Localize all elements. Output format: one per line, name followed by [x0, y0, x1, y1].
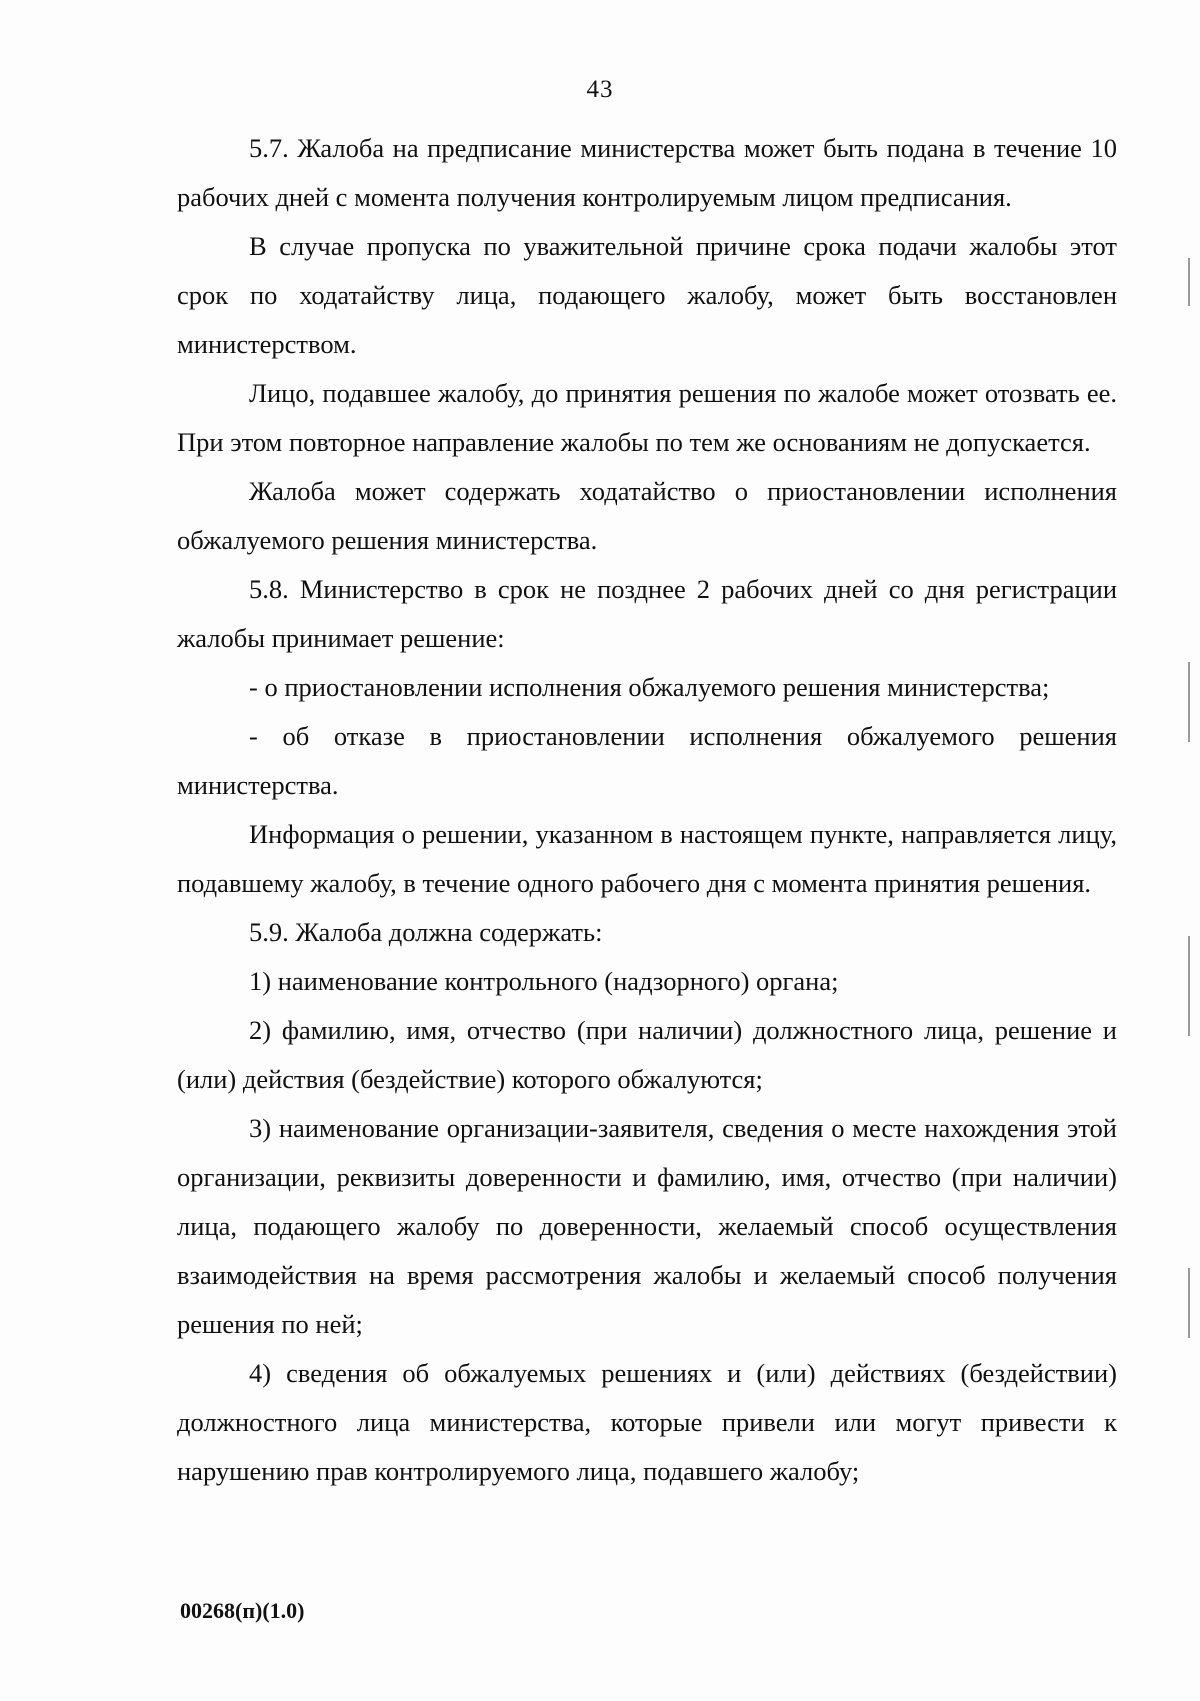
list-item-2: 2) фамилию, имя, отчество (при наличии) должностного лица, решение и (или) действия (бездействие) которого обжалуются; — [177, 1015, 1117, 1094]
list-item-4: 4) сведения об обжалуемых решениях и (или) действиях (бездействии) должностного лица министерства, которые привели или могут привести к нарушению прав контролируемого лица, подавшего жалобу; — [177, 1358, 1117, 1486]
scan-artifact — [1188, 662, 1190, 742]
list-item-1: 1) наименование контрольного (надзорного) органа; — [249, 966, 839, 996]
paragraph-notification: Информация о решении, указанном в настоящем пункте, направляется лицу, подавшему жалобу, в течение одного рабочего дня с момента принятия решения. — [177, 819, 1117, 898]
scan-artifact — [1188, 936, 1190, 1036]
document-code: 00268(п)(1.0) — [180, 1598, 305, 1623]
paragraph-deadline-restore: В случае пропуска по уважительной причине срока подачи жалобы этот срок по ходатайству лица, подающего жалобу, может быть восстановлен министерством. — [177, 231, 1117, 359]
scan-artifact — [1188, 1268, 1190, 1338]
paragraph-5-8: 5.8. Министерство в срок не позднее 2 рабочих дней со дня регистрации жалобы принимает решение: — [177, 574, 1117, 653]
page-number: 43 — [586, 76, 614, 103]
paragraph-5-7: 5.7. Жалоба на предписание министерства может быть подана в течение 10 рабочих дней с момента получения контролируемым лицом предписания. — [177, 133, 1117, 212]
list-item-refuse: - об отказе в приостановлении исполнения обжалуемого решения министерства. — [177, 721, 1117, 800]
paragraph-withdraw: Лицо, подавшее жалобу, до принятия решения по жалобе может отозвать ее. При этом повторное направление жалобы по тем же основаниям не допускается. — [177, 378, 1117, 457]
scan-artifact — [1188, 258, 1190, 306]
paragraph-suspension-request: Жалоба может содержать ходатайство о приостановлении исполнения обжалуемого решения министерства. — [177, 476, 1117, 555]
paragraph-5-9: 5.9. Жалоба должна содержать: — [249, 917, 603, 947]
document-body — [177, 124, 1117, 1496]
list-item-suspend: - о приостановлении исполнения обжалуемого решения министерства; — [249, 672, 1050, 702]
list-item-3: 3) наименование организации-заявителя, сведения о месте нахождения этой организации, реквизиты доверенности и фамилию, имя, отчество (при наличии) лица, подающего жалобу по доверенности, желаемый способ осуществления взаимодействия на время рассмотрения жалобы и желаемый способ получения решения по ней; — [177, 1113, 1117, 1339]
